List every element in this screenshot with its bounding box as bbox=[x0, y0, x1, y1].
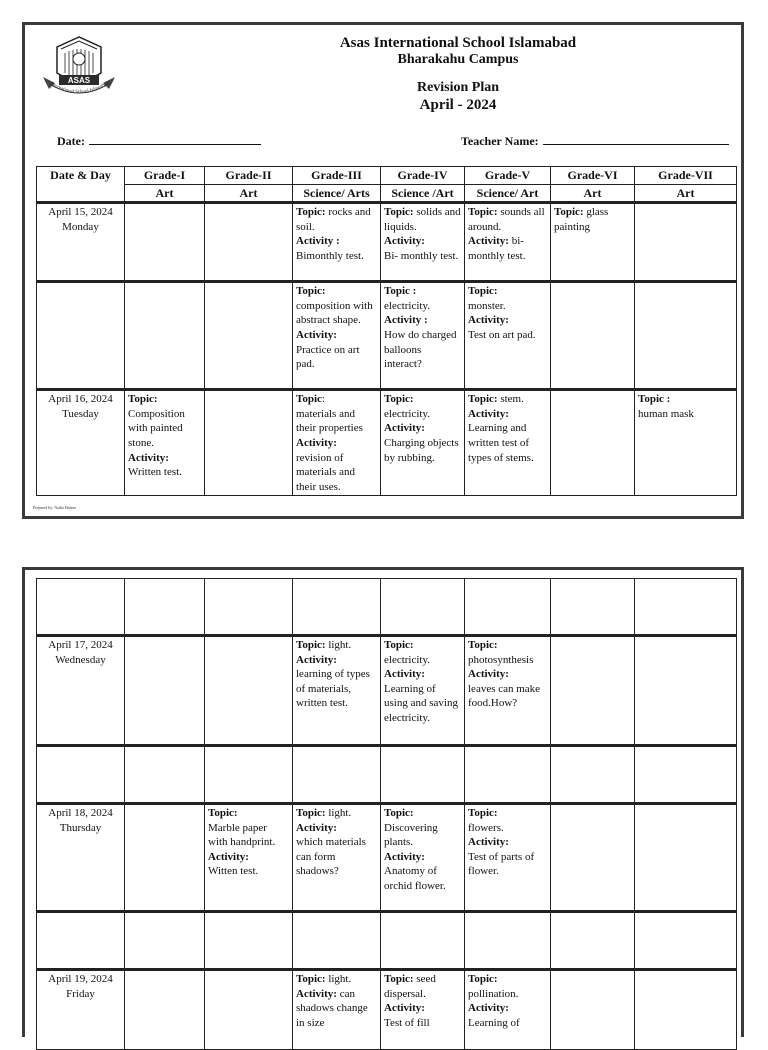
topic-text: solids and liquids. bbox=[384, 206, 461, 233]
topic-label: Topic bbox=[468, 807, 494, 819]
table-row bbox=[37, 804, 737, 912]
topic-label: Topic bbox=[468, 285, 494, 298]
topic-text: stem. bbox=[500, 393, 524, 406]
row-date: April 19, 2024 bbox=[48, 973, 113, 985]
date-field bbox=[57, 132, 261, 149]
activity-text: revision of materials and their uses. bbox=[296, 451, 355, 493]
topic-label: Topic bbox=[384, 285, 410, 298]
activity-label: Activity bbox=[208, 850, 246, 863]
subject-grade-1: Art bbox=[125, 184, 205, 203]
topic-label: Topic bbox=[296, 393, 322, 406]
row-day: Thursday bbox=[59, 821, 102, 834]
topic-text: light. bbox=[328, 639, 352, 651]
grade-2-cell bbox=[205, 636, 293, 746]
topic-label: Topic bbox=[468, 639, 494, 651]
table-row bbox=[37, 282, 737, 390]
grade-7-cell bbox=[635, 203, 737, 282]
document-page-1 bbox=[22, 22, 744, 519]
grade-4-cell: Topic: seed dispersal. Activity: Test of fill bbox=[381, 970, 465, 1050]
school-name: Asas International School Islamabad bbox=[339, 35, 577, 51]
grade-2-cell bbox=[205, 282, 293, 390]
grade-7-cell bbox=[635, 970, 737, 1050]
grade-6-cell bbox=[551, 390, 635, 496]
activity-text: Learning of using and saving electricity. bbox=[384, 682, 458, 724]
grade-4-cell bbox=[381, 746, 465, 804]
table-row bbox=[37, 390, 737, 496]
grade-6-cell: Topic: glass painting bbox=[551, 203, 635, 282]
grade-5-cell bbox=[465, 746, 551, 804]
activity-label: Activity bbox=[384, 235, 422, 248]
logo-text: ASAS bbox=[67, 76, 91, 85]
subject-grade-2: Art bbox=[205, 184, 293, 203]
grade-5-cell bbox=[465, 912, 551, 970]
topic-label: Topic bbox=[638, 393, 664, 406]
grade-3-cell: Topic: light. Activity: which materials can form shadows? bbox=[293, 804, 381, 912]
grade-6-cell bbox=[551, 970, 635, 1050]
subject-row bbox=[37, 184, 737, 203]
topic-label: Topic bbox=[468, 206, 494, 219]
grade-1-cell bbox=[125, 579, 205, 636]
col-grade-4: Grade-IV bbox=[381, 167, 465, 185]
topic-text: flowers. bbox=[468, 821, 504, 834]
row-day: Monday bbox=[62, 220, 99, 233]
activity-label: Activity bbox=[384, 314, 422, 327]
table-row bbox=[37, 970, 737, 1050]
grade-6-cell bbox=[551, 746, 635, 804]
activity-text: Test on art pad. bbox=[468, 328, 536, 341]
grade-1-cell bbox=[125, 912, 205, 970]
grade-7-cell bbox=[635, 579, 737, 636]
grade-5-cell: Topic: stem. Activity: Learning and written test of types of stems. bbox=[465, 390, 551, 496]
activity-label: Activity bbox=[384, 1002, 422, 1015]
day-cell bbox=[37, 203, 125, 282]
topic-text: human mask bbox=[638, 407, 694, 420]
topic-text: Discovering plants. bbox=[384, 821, 438, 849]
activity-text: learning of types of materials, written test. bbox=[296, 668, 370, 710]
topic-text: glass painting bbox=[554, 206, 609, 233]
grade-6-cell bbox=[551, 282, 635, 390]
grade-6-cell bbox=[551, 636, 635, 746]
topic-label: Topic bbox=[384, 206, 410, 219]
activity-label: Activity bbox=[468, 668, 506, 681]
grade-4-cell: Topic: electricity. Activity: Charging objects by rubbing. bbox=[381, 390, 465, 496]
activity-label: Activity bbox=[468, 314, 506, 327]
grade-1-cell bbox=[125, 203, 205, 282]
table-row bbox=[37, 912, 737, 970]
topic-label: Topic bbox=[296, 639, 322, 651]
activity-label: Activity bbox=[384, 668, 422, 681]
subject-grade-4: Science /Art bbox=[381, 184, 465, 203]
plan-title: Revision Plan bbox=[416, 80, 500, 95]
topic-text: light. bbox=[328, 807, 352, 819]
activity-text: Learning of bbox=[468, 1016, 520, 1029]
col-grade-5: Grade-V bbox=[465, 167, 551, 185]
topic-label: Topic bbox=[384, 639, 410, 651]
activity-label: Activity bbox=[296, 821, 334, 834]
activity-label: Activity bbox=[384, 850, 422, 863]
grade-4-cell: Topic: Discovering plants. Activity: Anatomy of orchid flower. bbox=[381, 804, 465, 912]
activity-text: Bi- monthly test. bbox=[384, 249, 459, 262]
grade-1-cell bbox=[125, 804, 205, 912]
topic-text: electricity. bbox=[384, 407, 431, 420]
col-date-day: Date & Day bbox=[37, 167, 125, 203]
grade-3-cell bbox=[293, 746, 381, 804]
topic-label: Topic bbox=[296, 973, 322, 985]
grade-7-cell: Topic : human mask bbox=[635, 390, 737, 496]
activity-text: How do charged balloons interact? bbox=[384, 328, 457, 371]
activity-label: Activity bbox=[296, 235, 334, 248]
grade-6-cell bbox=[551, 912, 635, 970]
day-cell bbox=[37, 912, 125, 970]
activity-text: Test of parts of flower. bbox=[468, 850, 535, 878]
grade-1-cell bbox=[125, 636, 205, 746]
date-underline bbox=[89, 132, 261, 145]
activity-text: which materials can form shadows? bbox=[296, 836, 366, 878]
row-date: April 17, 2024 bbox=[48, 639, 113, 651]
topic-text: light. bbox=[328, 973, 352, 985]
day-cell bbox=[37, 282, 125, 390]
activity-label: Activity bbox=[296, 436, 334, 449]
activity-text: Practice on art pad. bbox=[296, 343, 360, 371]
topic-text: photosynthesis bbox=[468, 653, 534, 666]
grade-2-cell bbox=[205, 203, 293, 282]
grade-2-cell bbox=[205, 579, 293, 636]
day-cell bbox=[37, 579, 125, 636]
topic-label: Topic bbox=[554, 206, 580, 219]
revision-plan-table bbox=[36, 166, 737, 496]
activity-text: leaves can make food.How? bbox=[468, 682, 541, 710]
grade-7-cell bbox=[635, 636, 737, 746]
activity-text: Learning and written test of types of stems. bbox=[468, 422, 534, 464]
topic-text: electricity. bbox=[384, 653, 431, 666]
topic-label: Topic bbox=[384, 393, 410, 406]
activity-label: Activity bbox=[296, 987, 334, 1000]
teacher-underline bbox=[543, 132, 729, 145]
topic-text: pollination. bbox=[468, 987, 519, 1000]
col-grade-2: Grade-II bbox=[205, 167, 293, 185]
column-header-row bbox=[37, 167, 737, 185]
table-row bbox=[37, 579, 737, 636]
grade-3-cell: Topic: light. Activity: learning of types of materials, written test. bbox=[293, 636, 381, 746]
topic-text: Marble paper with handprint. bbox=[208, 821, 276, 849]
topic-text: seed dispersal. bbox=[384, 973, 436, 1000]
activity-label: Activity bbox=[296, 328, 334, 341]
table-row bbox=[37, 636, 737, 746]
school-logo bbox=[39, 33, 119, 103]
subject-grade-6: Art bbox=[551, 184, 635, 203]
grade-7-cell bbox=[635, 804, 737, 912]
logo-ring-text: International School Islamabad bbox=[48, 81, 111, 96]
col-grade-7: Grade-VII bbox=[635, 167, 737, 185]
activity-text: Bimonthly test. bbox=[296, 249, 364, 262]
day-cell bbox=[37, 390, 125, 496]
grade-2-cell bbox=[205, 746, 293, 804]
activity-text: Written test. bbox=[128, 466, 182, 479]
activity-text: Charging objects by rubbing. bbox=[384, 436, 459, 464]
grade-5-cell: Topic: flowers. Activity: Test of parts of flower. bbox=[465, 804, 551, 912]
topic-label: Topic bbox=[296, 807, 322, 819]
row-date: April 16, 2024 bbox=[48, 393, 113, 406]
activity-label: Activity bbox=[468, 836, 506, 849]
activity-text: Test of fill bbox=[384, 1016, 430, 1029]
activity-label: Activity bbox=[128, 451, 166, 464]
activity-label: Activity bbox=[468, 407, 506, 420]
day-cell bbox=[37, 746, 125, 804]
grade-4-cell bbox=[381, 912, 465, 970]
grade-5-cell: Topic: monster. Activity: Test on art pad. bbox=[465, 282, 551, 390]
grade-7-cell bbox=[635, 746, 737, 804]
topic-text: materials and their properties bbox=[296, 407, 363, 435]
topic-text: electricity. bbox=[384, 299, 431, 312]
topic-text: composition with abstract shape. bbox=[296, 299, 373, 327]
topic-label: Topic bbox=[468, 973, 494, 985]
col-grade-6: Grade-VI bbox=[551, 167, 635, 185]
topic-label: Topic bbox=[208, 807, 234, 819]
day-cell bbox=[37, 970, 125, 1050]
grade-3-cell: Topic: light. Activity: can shadows change in size bbox=[293, 970, 381, 1050]
grade-5-cell bbox=[465, 579, 551, 636]
activity-text: Witten test. bbox=[208, 865, 259, 878]
grade-6-cell bbox=[551, 804, 635, 912]
grade-7-cell bbox=[635, 282, 737, 390]
topic-label: Topic bbox=[468, 393, 494, 406]
teacher-field bbox=[461, 132, 729, 149]
row-day: Friday bbox=[66, 987, 95, 1000]
grade-2-cell bbox=[205, 970, 293, 1050]
row-day: Wednesday bbox=[55, 653, 106, 666]
topic-text: rocks and soil. bbox=[296, 206, 371, 233]
row-day: Tuesday bbox=[62, 407, 99, 420]
grade-4-cell bbox=[381, 579, 465, 636]
grade-1-cell: Topic: Composition with painted stone. Activity: Written test. bbox=[125, 390, 205, 496]
grade-3-cell: Topic: composition with abstract shape. Activity: Practice on art pad. bbox=[293, 282, 381, 390]
subject-grade-5: Science/ Art bbox=[465, 184, 551, 203]
topic-label: Topic bbox=[296, 285, 322, 298]
date-label: Date: bbox=[57, 134, 85, 148]
grade-3-cell: Topic: materials and their properties Activity: revision of materials and their uses. bbox=[293, 390, 381, 496]
grade-5-cell: Topic: photosynthesis Activity: leaves can make food.How? bbox=[465, 636, 551, 746]
teacher-label: Teacher Name: bbox=[461, 134, 539, 148]
activity-label: Activity bbox=[384, 422, 422, 435]
activity-text: bi-monthly test. bbox=[468, 235, 526, 262]
grade-1-cell bbox=[125, 746, 205, 804]
subject-grade-3: Science/ Arts bbox=[293, 184, 381, 203]
row-date: April 18, 2024 bbox=[48, 807, 113, 819]
table-row bbox=[37, 746, 737, 804]
revision-plan-table-continued bbox=[36, 578, 737, 1050]
grade-4-cell: Topic: electricity. Activity: Learning of using and saving electricity. bbox=[381, 636, 465, 746]
grade-7-cell bbox=[635, 912, 737, 970]
topic-label: Topic bbox=[296, 206, 322, 219]
grade-2-cell bbox=[205, 912, 293, 970]
grade-6-cell bbox=[551, 579, 635, 636]
subject-grade-7: Art bbox=[635, 184, 737, 203]
col-grade-1: Grade-I bbox=[125, 167, 205, 185]
grade-1-cell bbox=[125, 970, 205, 1050]
grade-4-cell: Topic: solids and liquids. Activity: Bi- monthly test. bbox=[381, 203, 465, 282]
topic-text: sounds all around. bbox=[468, 206, 545, 233]
table-row bbox=[37, 203, 737, 282]
topic-label: Topic bbox=[384, 973, 410, 985]
grade-3-cell bbox=[293, 912, 381, 970]
activity-text: Anatomy of orchid flower. bbox=[384, 865, 446, 892]
topic-text: monster. bbox=[468, 299, 506, 312]
grade-1-cell bbox=[125, 282, 205, 390]
activity-label: Activity bbox=[296, 653, 334, 666]
document-page-2 bbox=[22, 567, 744, 1037]
prepared-by-credit: Prepared by: Nadia Hafeez bbox=[33, 505, 77, 510]
day-cell bbox=[37, 636, 125, 746]
activity-label: Activity bbox=[468, 235, 506, 248]
grade-3-cell bbox=[293, 579, 381, 636]
topic-label: Topic bbox=[128, 393, 154, 406]
grade-4-cell: Topic : electricity. Activity : How do charged balloons interact? bbox=[381, 282, 465, 390]
day-cell bbox=[37, 804, 125, 912]
campus-name: Bharakahu Campus bbox=[397, 52, 519, 67]
grade-5-cell: Topic: sounds all around. Activity: bi-monthly test. bbox=[465, 203, 551, 282]
grade-5-cell: Topic: pollination. Activity: Learning of bbox=[465, 970, 551, 1050]
topic-text: Composition with painted stone. bbox=[128, 407, 185, 449]
topic-label: Topic bbox=[384, 807, 410, 819]
row-date: April 15, 2024 bbox=[48, 206, 113, 219]
plan-period: April - 2024 bbox=[419, 97, 497, 113]
col-grade-3: Grade-III bbox=[293, 167, 381, 185]
grade-2-cell: Topic: Marble paper with handprint. Activity: Witten test. bbox=[205, 804, 293, 912]
activity-text: can shadows change in size bbox=[296, 987, 368, 1029]
activity-label: Activity bbox=[468, 1002, 506, 1015]
grade-3-cell: Topic: rocks and soil. Activity : Bimonthly test. bbox=[293, 203, 381, 282]
grade-2-cell bbox=[205, 390, 293, 496]
